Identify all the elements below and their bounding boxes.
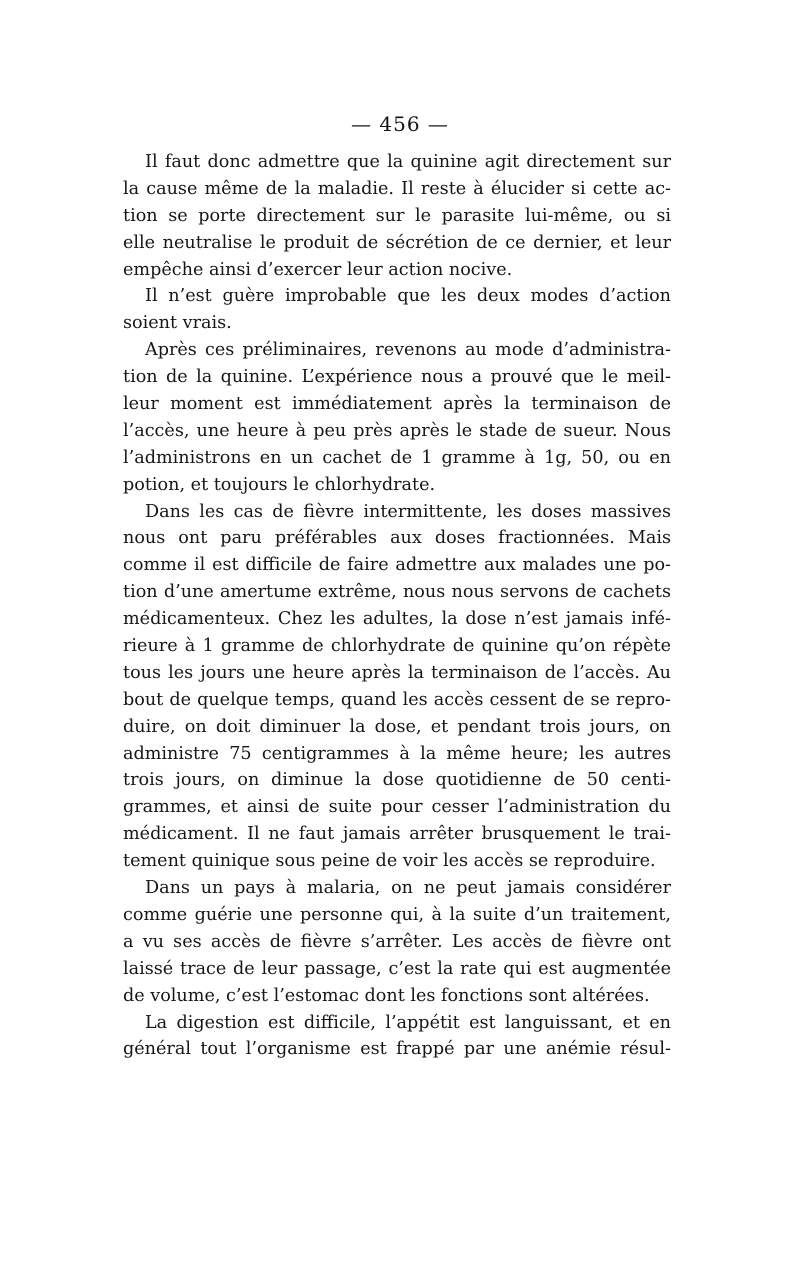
page-number: — 456 — (351, 112, 449, 136)
text-line: comme guérie une personne qui, à la suite d’un traitement, (123, 904, 671, 925)
text-line: tion de la quinine. L’expérience nous a prouvé que le meil- (123, 367, 671, 388)
text-line: Dans les cas de fièvre intermittente, les doses massives (145, 501, 671, 522)
paragraph (123, 283, 671, 337)
text-line: l’administrons en un cachet de 1 gramme à 1g, 50, ou en (123, 447, 671, 468)
text-line: tous les jours une heure après la terminaison de l’accès. Au (123, 662, 671, 683)
text-line: Après ces préliminaires, revenons au mode d’administra- (145, 340, 671, 361)
text-line: Il n’est guère improbable que les deux modes d’action (145, 286, 671, 307)
text-line: duire, on doit diminuer la dose, et pendant trois jours, on (123, 716, 671, 737)
text-line: a vu ses accès de fièvre s’arrêter. Les accès de fièvre ont (123, 931, 671, 952)
text-line: comme il est difficile de faire admettre aux malades une po- (123, 555, 671, 576)
text-line: bout de quelque temps, quand les accès cessent de se repro- (123, 689, 671, 710)
text-line: administre 75 centigrammes à la même heure; les autres (123, 743, 671, 764)
text-line: médicamenteux. Chez les adultes, la dose n’est jamais infé- (123, 609, 671, 630)
text-line: grammes, et ainsi de suite pour cesser l’administration du (123, 797, 671, 818)
text-line: tion d’une amertume extrême, nous nous servons de cachets (123, 582, 671, 603)
text-line: laissé trace de leur passage, c’est la rate qui est augmentée (123, 958, 671, 979)
text-line: Dans un pays à malaria, on ne peut jamais considérer (145, 878, 671, 899)
text-line: soient vrais. (123, 313, 232, 334)
text-line: rieure à 1 gramme de chlorhydrate de quinine qu’on répète (123, 636, 671, 657)
text-line: Il faut donc admettre que la quinine agit directement sur (145, 152, 671, 172)
text-line: trois jours, on diminue la dose quotidienne de 50 centi- (123, 770, 671, 791)
text-line: potion, et toujours le chlorhydrate. (123, 474, 436, 495)
text-line: tion se porte directement sur le parasite lui-même, ou si (123, 205, 671, 226)
paragraph (123, 149, 671, 283)
text-line: nous ont paru préférables aux doses fractionnées. Mais (123, 528, 671, 549)
text-line: La digestion est difficile, l’appétit est languissant, et en (145, 1012, 671, 1033)
text-line: tement quinique sous peine de voir les accès se reproduire. (123, 851, 656, 872)
paragraph (123, 499, 671, 875)
text-line: médicament. Il ne faut jamais arrêter brusquement le trai- (123, 824, 671, 845)
text-line: général tout l’organisme est frappé par une anémie résul- (123, 1039, 671, 1060)
text-line: elle neutralise le produit de sécrétion de ce dernier, et leur (123, 232, 671, 253)
text-line: leur moment est immédiatement après la terminaison de (123, 394, 671, 415)
text-line: la cause même de la maladie. Il reste à élucider si cette ac- (123, 178, 671, 199)
paragraph (123, 337, 671, 498)
text-line: l’accès, une heure à peu près après le stade de sueur. Nous (123, 420, 671, 441)
paragraph (123, 875, 671, 1009)
text-line: de volume, c’est l’estomac dont les fonctions sont altérées. (123, 985, 650, 1006)
paragraph (123, 1010, 671, 1064)
body-text (123, 149, 671, 1063)
text-line: empêche ainsi d’exercer leur action nocive. (123, 259, 513, 280)
